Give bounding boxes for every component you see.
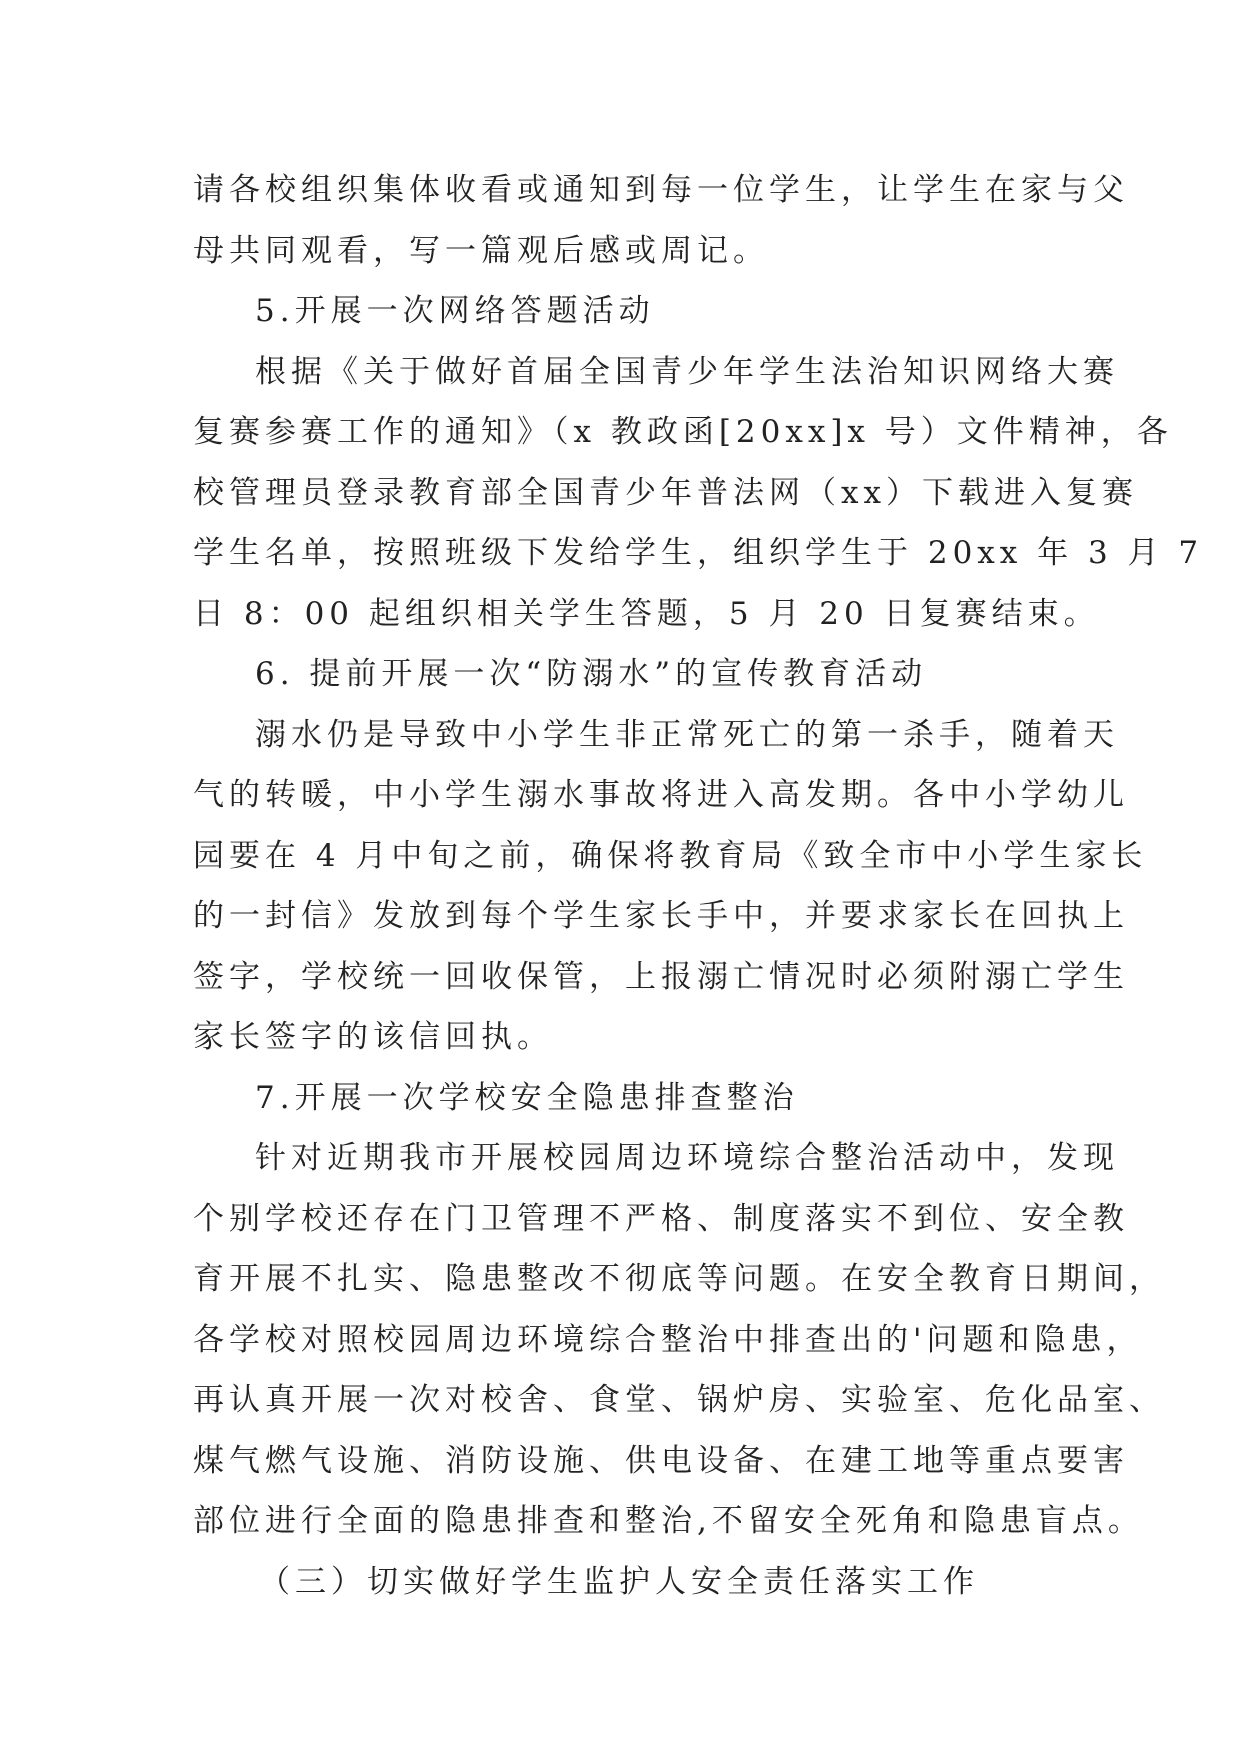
paragraph-line: 部位进行全面的隐患排查和整治,不留安全死角和隐患盲点。 (193, 1503, 1144, 1539)
paragraph-line: 煤气燃气设施、消防设施、供电设备、在建工地等重点要害 (193, 1442, 1129, 1479)
paragraph-line: 日 8：00 起组织相关学生答题，5 月 20 日复赛结束。 (193, 595, 1100, 632)
paragraph-line: 的一封信》发放到每个学生家长手中，并要求家长在回执上 (193, 898, 1129, 934)
section-heading-6: 6. 提前开展一次“防溺水”的宣传教育活动 (255, 656, 928, 692)
paragraph-line: 园要在 4 月中旬之前，确保将教育局《致全市中小学生家长 (193, 837, 1148, 874)
paragraph-line: 再认真开展一次对校舍、食堂、锅炉房、实验室、危化品室、 (193, 1382, 1165, 1418)
paragraph-line: 气的转暖，中小学生溺水事故将进入高发期。各中小学幼儿 (193, 777, 1129, 813)
paragraph-line: 育开展不扎实、隐患整改不彻底等问题。在安全教育日期间， (193, 1261, 1165, 1297)
document-body (193, 160, 1204, 1612)
paragraph-line: 复赛参赛工作的通知》（x 教政函[20xx]x 号）文件精神，各 (193, 414, 1173, 450)
paragraph-line: 学生名单，按照班级下发给学生，组织学生于 20xx 年 3 月 7 (193, 535, 1204, 571)
paragraph-line: 溺水仍是导致中小学生非正常死亡的第一杀手，随着天 (255, 716, 1119, 753)
paragraph-line: 各学校对照校园周边环境综合整治中排查出的'问题和隐患， (193, 1321, 1143, 1358)
paragraph-line: 根据《关于做好首届全国青少年学生法治知识网络大赛 (255, 353, 1119, 390)
paragraph-line: 校管理员登录教育部全国青少年普法网（xx）下载进入复赛 (193, 474, 1138, 511)
section-heading-5: 5.开展一次网络答题活动 (255, 293, 655, 329)
section-heading-3: （三）切实做好学生监护人安全责任落实工作 (259, 1563, 979, 1600)
paragraph-line: 母共同观看，写一篇观后感或周记。 (193, 232, 769, 269)
paragraph-line: 请各校组织集体收看或通知到每一位学生，让学生在家与父 (193, 172, 1129, 208)
paragraph-line: 家长签字的该信回执。 (193, 1019, 553, 1055)
paragraph-line: 个别学校还存在门卫管理不严格、制度落实不到位、安全教 (193, 1200, 1129, 1237)
paragraph-line: 针对近期我市开展校园周边环境综合整治活动中，发现 (255, 1140, 1119, 1176)
section-heading-7: 7.开展一次学校安全隐患排查整治 (255, 1079, 799, 1116)
paragraph-line: 签字，学校统一回收保管，上报溺亡情况时必须附溺亡学生 (193, 958, 1129, 995)
